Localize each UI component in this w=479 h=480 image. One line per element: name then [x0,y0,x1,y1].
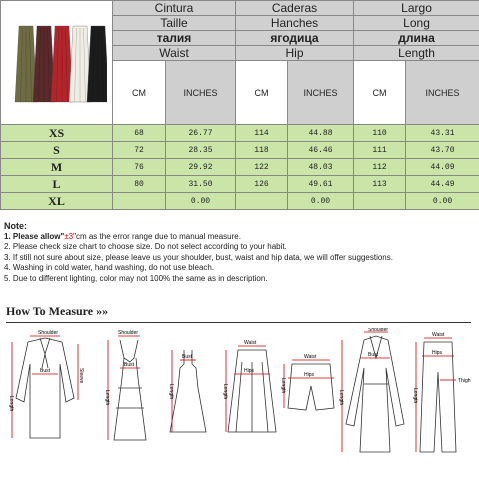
pants-diagram [412,332,471,452]
svg-text:Waist: Waist [244,340,257,346]
hip-inches: 49.61 [288,176,354,193]
waist-cm: 76 [113,159,166,176]
waist-inches: 29.92 [166,159,236,176]
header-waist-ru: талия [113,31,236,46]
svg-text:Length: Length [338,390,344,406]
note-line-2: 2. Please check size chart to choose size. Do not select according to your habit. [4,242,287,252]
svg-text:Hips: Hips [244,368,255,374]
hip-inches: 48.03 [288,159,354,176]
coat-diagram [338,328,404,452]
length-inches: 44.49 [406,176,479,193]
hip-cm: 114 [236,125,288,142]
size-row-m [1,159,479,176]
waist-cm: 80 [113,176,166,193]
svg-text:Length: Length [168,384,174,400]
waist-cm [113,193,166,210]
hip-cm: 122 [236,159,288,176]
hip-inches: 0.00 [288,193,354,210]
blouse-diagram [8,330,84,438]
svg-text:Length: Length [222,384,228,400]
note-line-4: 4. Washing in cold water, hand washing, do not use bleach. [4,263,215,273]
header-waist-fr: Taille [113,16,236,31]
waist-inches: 0.00 [166,193,236,210]
svg-text:Length: Length [412,388,418,404]
header-hip-es: Caderas [236,1,354,16]
size-label: XS [1,125,113,142]
bust-label: Bust [40,368,51,374]
length-inches: 43.70 [406,142,479,159]
svg-text:Bust: Bust [182,354,193,360]
hip-cm: 126 [236,176,288,193]
svg-text:Shoulder: Shoulder [118,330,139,336]
header-hip-ru: ягодица [236,31,354,46]
unit-length-cm: CM [354,61,406,125]
size-label: L [1,176,113,193]
size-chart-table [0,0,479,210]
hip-inches: 46.46 [288,142,354,159]
hip-inches: 44.88 [288,125,354,142]
waist-cm: 72 [113,142,166,159]
unit-hip-inches: INCHES [288,61,354,125]
svg-text:Waist: Waist [432,332,445,338]
size-row-l [1,176,479,193]
slip-dress-diagram [168,350,206,432]
svg-text:Bust: Bust [124,362,135,368]
size-row-xl [1,193,479,210]
header-length-en: Length [354,46,479,61]
unit-hip-cm: CM [236,61,288,125]
skirt-swatch [87,26,107,102]
hip-cm [236,193,288,210]
length-inches: 0.00 [406,193,479,210]
length-cm [354,193,406,210]
notes-title: Note: [4,221,27,231]
note-line-5: 5. Due to different lighting, color may not 100% the same as in description. [4,273,268,283]
skirt-diagram [222,340,276,432]
size-row-xs [1,125,479,142]
how-to-measure-section [0,300,479,480]
notes-section [4,221,476,285]
waist-inches: 31.50 [166,176,236,193]
svg-text:Length: Length [104,390,110,406]
length-cm: 113 [354,176,406,193]
length-inches: 44.09 [406,159,479,176]
waist-inches: 26.77 [166,125,236,142]
svg-text:Bust: Bust [368,352,379,358]
svg-text:Hips: Hips [432,350,443,356]
length-label: Length [8,396,14,412]
svg-text:Shoulder: Shoulder [368,328,389,333]
header-length-ru: длина [354,31,479,46]
length-cm: 110 [354,125,406,142]
waist-inches: 28.35 [166,142,236,159]
unit-waist-inches: INCHES [166,61,236,125]
note-line-1: 1. Please allow"±3"cm as the error range due to manual measure. [4,231,241,241]
header-waist-es: Cintura [113,1,236,16]
product-image [1,1,113,125]
size-row-s [1,142,479,159]
sleeve-label: Sleeve [78,368,84,384]
thigh-label: Thigh [458,378,471,384]
unit-length-inches: INCHES [406,61,479,125]
measurement-diagrams [0,328,479,478]
length-inches: 43.31 [406,125,479,142]
header-length-es: Largo [354,1,479,16]
header-hip-en: Hip [236,46,354,61]
svg-text:Hips: Hips [304,372,315,378]
cami-dress-diagram [104,330,146,440]
header-waist-en: Waist [113,46,236,61]
double-chevron-icon: »» [96,304,109,318]
size-label: XL [1,193,113,210]
size-label: S [1,142,113,159]
shoulder-label: Shoulder [38,330,59,336]
divider [6,322,471,323]
how-to-measure-title: How To Measure »» [6,304,109,318]
hip-cm: 118 [236,142,288,159]
length-cm: 112 [354,159,406,176]
shorts-diagram [280,354,334,410]
size-label: M [1,159,113,176]
header-hip-fr: Hanches [236,16,354,31]
svg-text:Length: Length [280,378,286,394]
note-line-3: 3. If still not sure about size, please leave us your shoulder, bust, waist and hip data, we will offer suggestions. [4,252,393,262]
header-length-fr: Long [354,16,479,31]
unit-waist-cm: CM [113,61,166,125]
length-cm: 111 [354,142,406,159]
svg-text:Waist: Waist [304,354,317,360]
pleated-skirts-image [7,4,107,119]
waist-cm: 68 [113,125,166,142]
